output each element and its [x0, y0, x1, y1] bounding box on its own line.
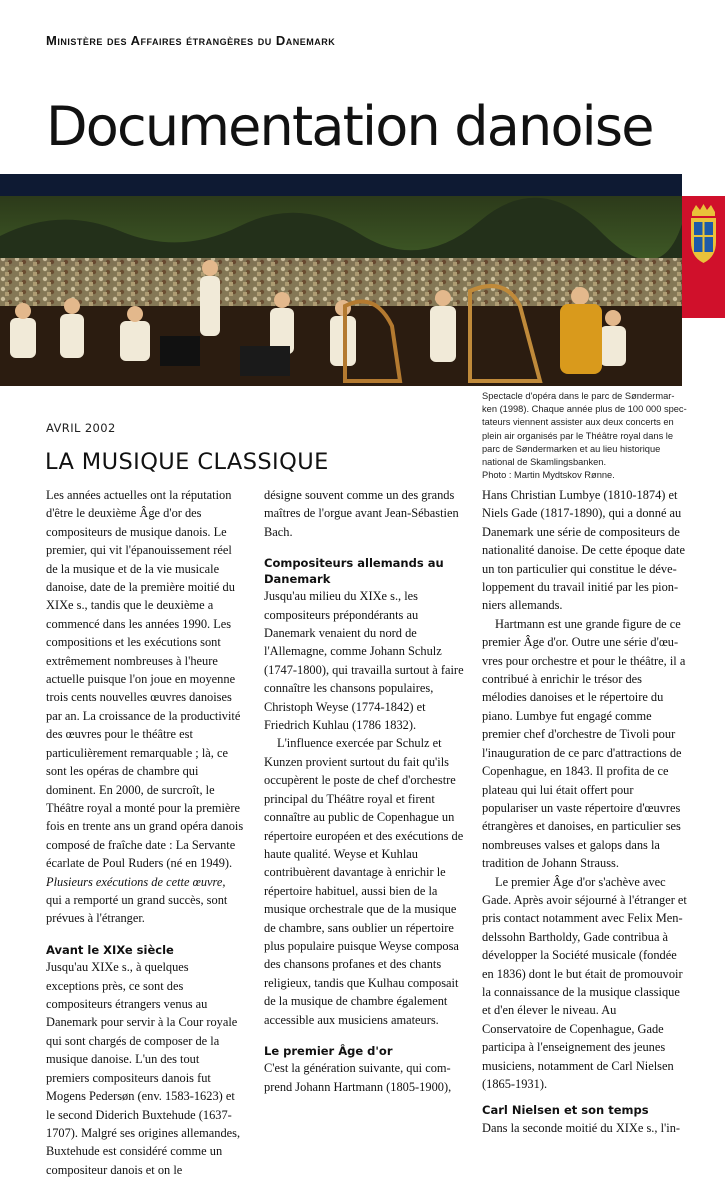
page-title: Documentation danoise — [46, 95, 653, 158]
subheading: Avant le XIXe siècle — [46, 942, 174, 957]
caption-line: tateurs viennent assister aux deux concerts en — [482, 417, 674, 428]
caption-line: plein air organisés par le Théâtre royal dans le — [482, 430, 674, 441]
paragraph: Hartmann est une grande figure de ce premier Âge d'or. Outre une série d'œuvres pour orchestre et pour le théâtre, il a contribué à enrichir le trésor des mélodies danoises et le répertoire du piano. Lumbye fut engagé comme premier chef d'orchestre de Tivoli pour l'inauguration de ce parc d'attractions de Copenhague, en 1843. Il profita de ce plateau qui lui était offert pour populariser un vaste répertoire d'œuvres étrangères et danoises, en particulier ses nombreuses valses et galops dans la tradition de Johann Strauss. — [482, 616, 686, 871]
caption-line: national de Skamlingsbanken. — [482, 457, 607, 468]
header-band — [0, 174, 682, 196]
issue-date: AVRIL 2002 — [46, 421, 116, 435]
caption-credit: Photo : Martin Mydtskov Rønne. — [482, 470, 615, 481]
italic-phrase: Plusieurs exécutions de cette œuvre, — [46, 874, 226, 889]
photo-caption — [482, 390, 718, 482]
concert-photo — [0, 196, 682, 386]
section-title: LA MUSIQUE CLASSIQUE — [45, 449, 329, 475]
paragraph: Les années actuelles ont la réputation d'être le deuxième Âge d'or des compositeurs de musique danois. Le premier, qui vit l'épanouissement réel de la musique et de la vie musicale danoise, date de la première moitié du XIXe s., tandis que le deuxième a commencé dans les années 1990. Les compositions et les exécutions sont extrêmement nombreuses à l'heure actuelle puisque l'on joue en moyenne trois cents nouvelles œuvres danoises par an. La croissance de la productivité des œuvres pour le théâtre est particulièrement remarquable ; là, ce sont les opéras de chambre qui dominent. En 2000, de surcroît, le Théâtre royal a monté pour la première fois en trente ans un grand opéra danois composé de fraîche date : La Servante écarlate de Poul Ruders (né en 1949). Plusieurs exécutions de cette œuvre, qui a remporté un grand succès, sont prévues à l'étranger. — [46, 488, 244, 926]
text-column-1 — [46, 486, 244, 1179]
text-column-3 — [482, 486, 687, 1137]
subheading: Carl Nielsen et son temps — [482, 1103, 649, 1118]
paragraph: désigne souvent comme un des grands maîtres de l'orgue avant Jean-Sébastien Bach. — [264, 488, 459, 539]
paragraph: Le premier Âge d'or s'achève avec Gade. Après avoir séjourné à l'étranger et pris contact notamment avec Felix Mendelssohn Bartholdy, Gade contribua à développer la Société musicale (fondée en 1836) dont le but était de promouvoir la connaissance de la musique classique et d'en élever le niveau. Au Conservatoire de Copenhague, Gade participa à l'enseignement des jeunes musiciens, notamment de Carl Nielsen (1865-1931). — [482, 874, 687, 1091]
paragraph: C'est la génération suivante, qui comprend Johann Hartmann (1805-1900), — [264, 1061, 452, 1094]
paragraph: L'influence exercée par Schulz et Kunzen provient surtout du fait qu'ils occupèrent le poste de chef d'orchestre principal du Théâtre royal et firent connaître au public de Copenhague un répertoire européen et des exécutions de haute qualité. Weyse et Kuhlau contribuèrent davantage à enrichir le répertoire habituel, aussi bien de la musique orchestrale que de la musique de chambre, sans oublier un répertoire plus populaire puisque Weyse composa des chansons profanes et des chants religieux, tandis que Kulhau composait de la musique de chambre également accessible aux musiciens amateurs. — [264, 736, 464, 1027]
caption-line: parc de Søndermarken et au lieu historique — [482, 443, 661, 454]
ministry-header: Ministère des Affaires étrangères du Danemark — [46, 33, 336, 48]
paragraph: Jusqu'au XIXe s., à quelques exceptions près, ce sont des compositeurs étrangers venus au Danemark pour servir à la Cour royale qui sont chargés de composer de la musique danoise. L'un des tout premiers compositeurs danois fut Mogens Pedersøn (env. 1583-1623) et le second Diderich Buxtehude (1637-1707). Malgré ses origines allemandes, Buxtehude est considéré comme un compositeur danois et on le — [46, 960, 241, 1177]
danish-royal-crest-icon — [688, 202, 719, 266]
text-column-2 — [264, 486, 464, 1096]
caption-line: ken (1998). Chaque année plus de 100 000 spec- — [482, 404, 687, 415]
subheading: Le premier Âge d'or — [264, 1043, 393, 1058]
paragraph: Jusqu'au milieu du XIXe s., les compositeurs prépondérants au Danemark venaient du nord de l'Allemagne, comme Johann Schulz (1747-1800), qui travailla surtout à faire connaître les chansons populaires, Christoph Weyse (1774-1842) et Friedrich Kuhlau (1786 1832). — [264, 589, 464, 733]
paragraph: Hans Christian Lumbye (1810-1874) et Niels Gade (1817-1890), qui a donné au Danemark une série de compositeurs de nationalité danoise. De cette époque date un ton particulier qui constitue le développement du travail initié par les pionniers allemands. — [482, 488, 685, 613]
crest-panel — [682, 196, 725, 318]
paragraph: Dans la seconde moitié du XIXe s., l'in- — [482, 1120, 681, 1135]
caption-line: Spectacle d'opéra dans le parc de Søndermar- — [482, 391, 675, 401]
subheading: Compositeurs allemands au Danemark — [264, 556, 444, 586]
